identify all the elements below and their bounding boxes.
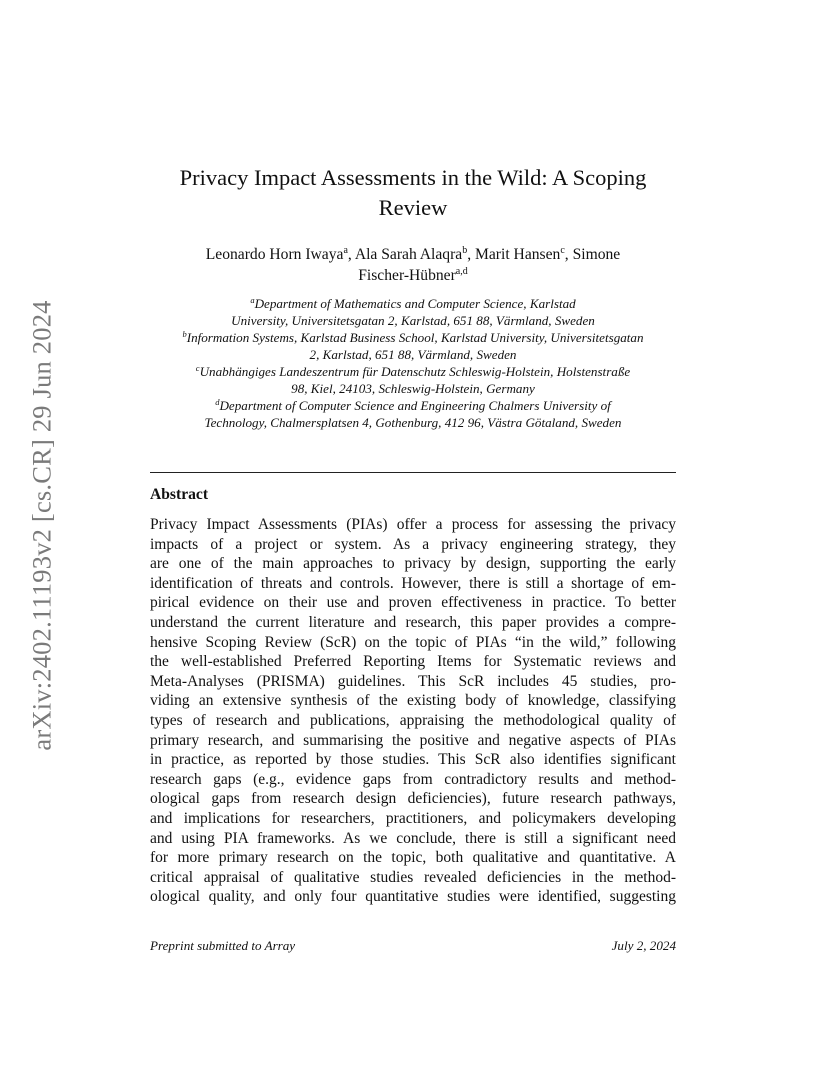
footer-preprint-note: Preprint submitted to Array: [150, 938, 296, 953]
author-affiliation-mark: a: [343, 245, 348, 256]
abstract-line: primary research, and summarising the positive and negative aspects of PIAs: [150, 731, 676, 749]
author-list: [150, 244, 676, 286]
paper-title: [150, 163, 676, 223]
abstract-line: ological gaps from research design deficiencies), future research pathways,: [150, 790, 676, 808]
author-affiliation-mark: b: [462, 245, 468, 256]
author-name: Fischer-Hübner: [358, 267, 456, 284]
abstract-line: and implications for researchers, practitioners, and policymakers developing: [150, 809, 676, 827]
author-affiliation-mark: c: [560, 245, 565, 256]
abstract-line: pirical evidence on their use and proven effectiveness in practice. To better: [150, 594, 676, 612]
abstract-line: identification of threats and controls. However, there is still a shortage of em-: [150, 574, 676, 592]
author-affiliation-mark: a,d: [455, 266, 468, 277]
affiliation-c: [150, 363, 676, 397]
abstract-heading: Abstract: [150, 486, 209, 503]
author-name: Marit Hansen: [475, 246, 561, 263]
author-name: Ala Sarah Alaqra: [354, 246, 463, 263]
affiliation-mark: d: [215, 397, 220, 407]
abstract-line: ological quality, and only four quantitative studies were identified, suggesting: [150, 888, 676, 906]
abstract-line: impacts of a project or system. As a privacy engineering strategy, they: [150, 535, 676, 553]
abstract-line: Privacy Impact Assessments (PIAs) offer a process for assessing the privacy: [150, 516, 676, 533]
abstract-line: viding an extensive synthesis of the existing body of knowledge, classifying: [150, 692, 676, 710]
author-separator: ,: [564, 246, 573, 263]
footer-date: July 2, 2024: [611, 938, 676, 953]
arxiv-identifier-text: arXiv:2402.11193v2 [cs.CR] 29 Jun 2024: [26, 299, 57, 751]
affiliation-text: Technology, Chalmersplatsen 4, Gothenburg, 412 96, Västra Götaland, Sweden: [204, 415, 622, 430]
abstract-line: for more primary research on the topic, both qualitative and quantitative. A: [150, 849, 676, 867]
affiliation-text: Information Systems, Karlstad Business School, Karlstad University, Universitetsgatan: [186, 330, 644, 345]
affiliation-mark: c: [195, 363, 200, 373]
abstract-line: types of research and publications, appraising the methodological quality of: [150, 711, 676, 729]
author-name: Simone: [572, 246, 621, 263]
horizontal-rule: [150, 472, 676, 473]
affiliation-text: 2, Karlstad, 651 88, Värmland, Sweden: [309, 347, 517, 362]
affiliation-d: [150, 397, 676, 431]
abstract-line: the well-established Preferred Reporting Items for Systematic reviews and: [150, 653, 676, 671]
affiliation-text: 98, Kiel, 24103, Schleswig-Holstein, Germany: [291, 381, 535, 396]
abstract-body: [150, 515, 676, 907]
abstract-line: critical appraisal of qualitative studies revealed deficiencies in the method-: [150, 868, 676, 886]
author-line-1: [150, 244, 676, 265]
affiliation-text: Department of Mathematics and Computer Science, Karlstad: [254, 296, 576, 311]
affiliation-mark: a: [250, 295, 255, 305]
affiliation-mark: b: [182, 329, 187, 339]
author-line-2: [150, 265, 676, 286]
affiliation-text: Unabhängiges Landeszentrum für Datenschutz Schleswig-Holstein, Holstenstraße: [199, 364, 631, 379]
abstract-line: Meta-Analyses (PRISMA) guidelines. This ScR includes 45 studies, pro-: [150, 672, 676, 690]
abstract-line: research gaps (e.g., evidence gaps from contradictory results and method-: [150, 770, 676, 788]
author-name: Leonardo Horn Iwaya: [205, 246, 344, 263]
author-separator: ,: [467, 246, 476, 263]
affiliation-text: Department of Computer Science and Engineering Chalmers University of: [219, 398, 611, 413]
abstract-line: in practice, as reported by those studies. This ScR also identifies significant: [150, 751, 676, 769]
affiliation-b: [150, 329, 676, 363]
affiliation-text: University, Universitetsgatan 2, Karlstad, 651 88, Värmland, Sweden: [231, 313, 595, 328]
affiliation-list: [150, 295, 676, 431]
abstract-line: understand the current literature and research, this paper provides a compre-: [150, 613, 676, 631]
title-line-1: Privacy Impact Assessments in the Wild: A Scoping: [179, 165, 647, 190]
arxiv-identifier-stamp: [21, 290, 63, 760]
author-separator: ,: [347, 246, 355, 263]
affiliation-a: [150, 295, 676, 329]
abstract-line: and using PIA frameworks. As we conclude, there is still a significant need: [150, 829, 676, 847]
abstract-line: hensive Scoping Review (ScR) on the topic of PIAs “in the wild,” following: [150, 633, 676, 651]
title-line-2: Review: [378, 195, 448, 220]
abstract-line: are one of the main approaches to privacy by design, supporting the early: [150, 555, 676, 573]
